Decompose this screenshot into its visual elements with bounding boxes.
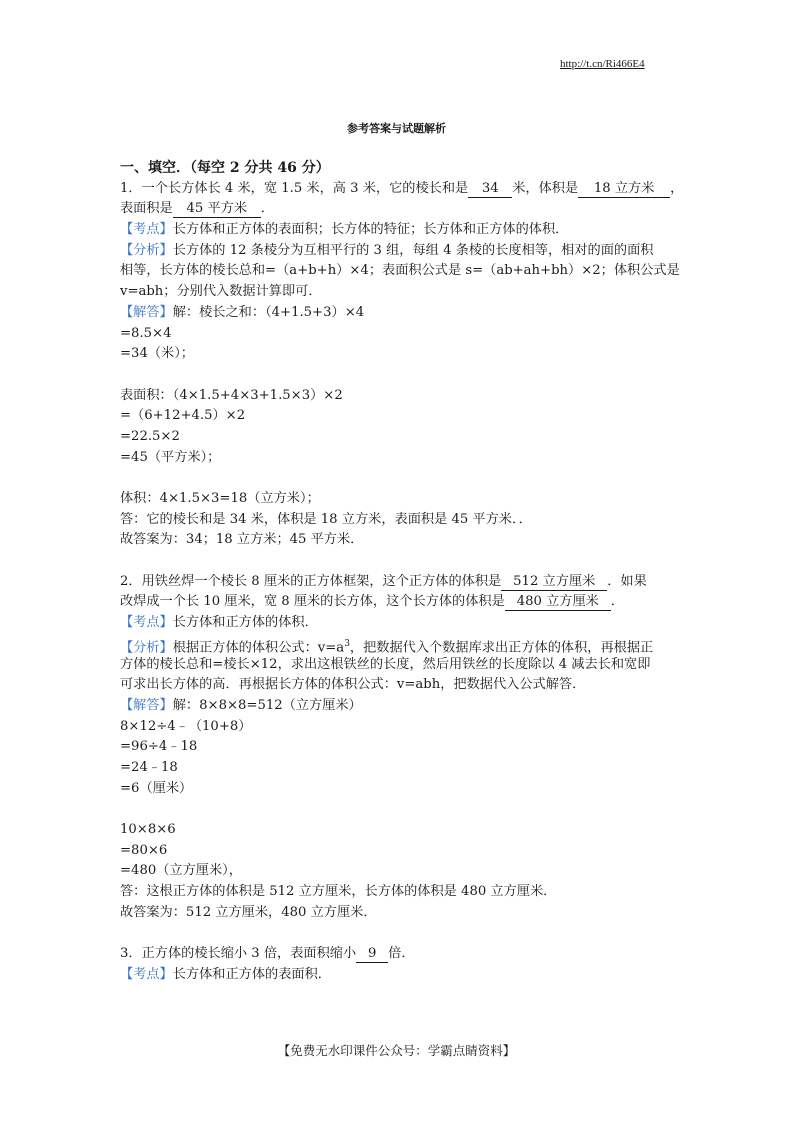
fenxi-line — [120, 634, 680, 655]
jieda-tag: 【解答】 — [120, 304, 173, 320]
fenxi-line: 相等，长方体的棱长总和=（a+b+h）×4；表面积公式是 s=（ab+ah+bh）×2；体积公式是 — [120, 263, 680, 279]
fenxi-text: 长方体的 12 条棱分为互相平行的 3 组，每组 4 条棱的长度相等，相对的面的面积 — [172, 242, 654, 258]
kaodian-line — [120, 613, 680, 634]
jieda-text: 解：8×8×8=512（立方厘米） — [172, 697, 362, 713]
fenxi-line: v=abh；分别代入数据计算即可． — [120, 284, 322, 300]
question-text: 3．正方体的棱长缩小 3 倍，表面积缩小 — [120, 946, 357, 962]
section-heading: 一、填空．（每空 2 分共 46 分） — [120, 160, 330, 176]
question-text: ， — [670, 180, 684, 196]
kaodian-tag: 【考点】 — [120, 615, 173, 631]
question-text: 倍． — [388, 946, 415, 962]
answer-blank: 512 立方厘米 — [501, 574, 607, 591]
answer-line: 答：这根正方体的体积是 512 立方厘米，长方体的体积是 480 立方厘米． — [120, 884, 557, 900]
question-text: 米，体积是 — [512, 180, 579, 196]
answer-line: 答：它的棱长和是 34 米，体积是 18 立方米，表面积是 45 平方米．． — [120, 511, 532, 527]
question-3-line-1 — [120, 944, 680, 965]
question-text: ．如果 — [607, 573, 647, 589]
fenxi-text: 根据正方体的体积公式：v=a — [172, 640, 345, 656]
question-text: 表面积是 — [120, 201, 173, 217]
solution-line: =24﹣18 — [120, 759, 178, 775]
solution-line: 体积：4×1.5×3=18（立方米）； — [120, 491, 320, 506]
solution-line: 10×8×6 — [120, 822, 176, 837]
question-1-line-2 — [120, 199, 680, 220]
fenxi-line: 方体的棱长总和=棱长×12，求出这根铁丝的长度，然后用铁丝的长度除以 4 减去长和宽即 — [120, 656, 651, 672]
solution-line: =480（立方厘米）， — [120, 863, 242, 879]
solution-line: 表面积：（4×1.5+4×3+1.5×3）×2 — [120, 387, 343, 403]
solution-line: =80×6 — [120, 842, 168, 858]
fenxi-text: ，把数据代入个数据库求出正方体的体积，再根据正 — [349, 640, 654, 656]
answer-blank: 34 — [468, 181, 512, 198]
solution-line: =96÷4﹣18 — [120, 739, 198, 755]
jieda-line — [120, 303, 680, 324]
header-link[interactable]: http://t.cn/Ri466E4 — [560, 58, 645, 70]
answer-blank: 9 — [356, 946, 388, 963]
question-2-line-2 — [120, 592, 680, 613]
jieda-line — [120, 696, 680, 717]
solution-line: =22.5×2 — [120, 428, 180, 444]
kaodian-text: 长方体和正方体的表面积． — [172, 966, 331, 982]
kaodian-tag: 【考点】 — [120, 966, 173, 982]
solution-line: 8×12÷4﹣（10+8） — [120, 718, 252, 734]
exponent: 3 — [344, 638, 350, 649]
page-title: 参考答案与试题解析 — [347, 122, 446, 135]
page-footer: 【免费无水印课件公众号：学霸点睛资料】 — [277, 1043, 516, 1058]
kaodian-tag: 【考点】 — [120, 222, 173, 238]
solution-line: =（6+12+4.5）×2 — [120, 408, 246, 424]
question-text: 1．一个长方体长 4 米，宽 1.5 米，高 3 米，它的棱长和是 — [120, 180, 469, 196]
fenxi-line — [120, 241, 680, 262]
question-text: ． — [610, 594, 624, 610]
solution-line: =8.5×4 — [120, 325, 172, 341]
document-body — [120, 158, 684, 986]
fenxi-line: 可求出长方体的高．再根据长方体的体积公式：v=abh，把数据代入公式解答． — [120, 677, 586, 693]
kaodian-line — [120, 220, 680, 241]
question-2-line-1 — [120, 572, 680, 593]
answer-blank: 45 平方米 — [173, 201, 261, 218]
question-1-line-1 — [120, 179, 684, 200]
kaodian-text: 长方体和正方体的表面积；长方体的特征；长方体和正方体的体积． — [172, 222, 569, 238]
jieda-text: 解：棱长之和：（4+1.5+3）×4 — [172, 304, 365, 320]
kaodian-text: 长方体和正方体的体积． — [172, 615, 318, 631]
question-text: ． — [260, 201, 274, 217]
jieda-tag: 【解答】 — [120, 697, 173, 713]
solution-line: =45（平方米）； — [120, 449, 221, 465]
answer-blank: 480 立方厘米 — [505, 594, 611, 611]
solution-line: =34（米）； — [120, 346, 194, 362]
question-text: 2．用铁丝焊一个棱长 8 厘米的正方体框架，这个正方体的体积是 — [120, 573, 502, 589]
answer-line: 故答案为：512 立方厘米，480 立方厘米． — [120, 904, 377, 920]
question-text: 改焊成一个长 10 厘米，宽 8 厘米的长方体，这个长方体的体积是 — [120, 594, 505, 610]
fenxi-tag: 【分析】 — [120, 640, 173, 656]
answer-blank: 18 立方米 — [578, 181, 670, 198]
answer-line: 故答案为：34；18 立方米；45 平方米． — [120, 532, 364, 548]
kaodian-line — [120, 965, 680, 986]
solution-line: =6（厘米） — [120, 780, 193, 796]
fenxi-tag: 【分析】 — [120, 242, 173, 258]
